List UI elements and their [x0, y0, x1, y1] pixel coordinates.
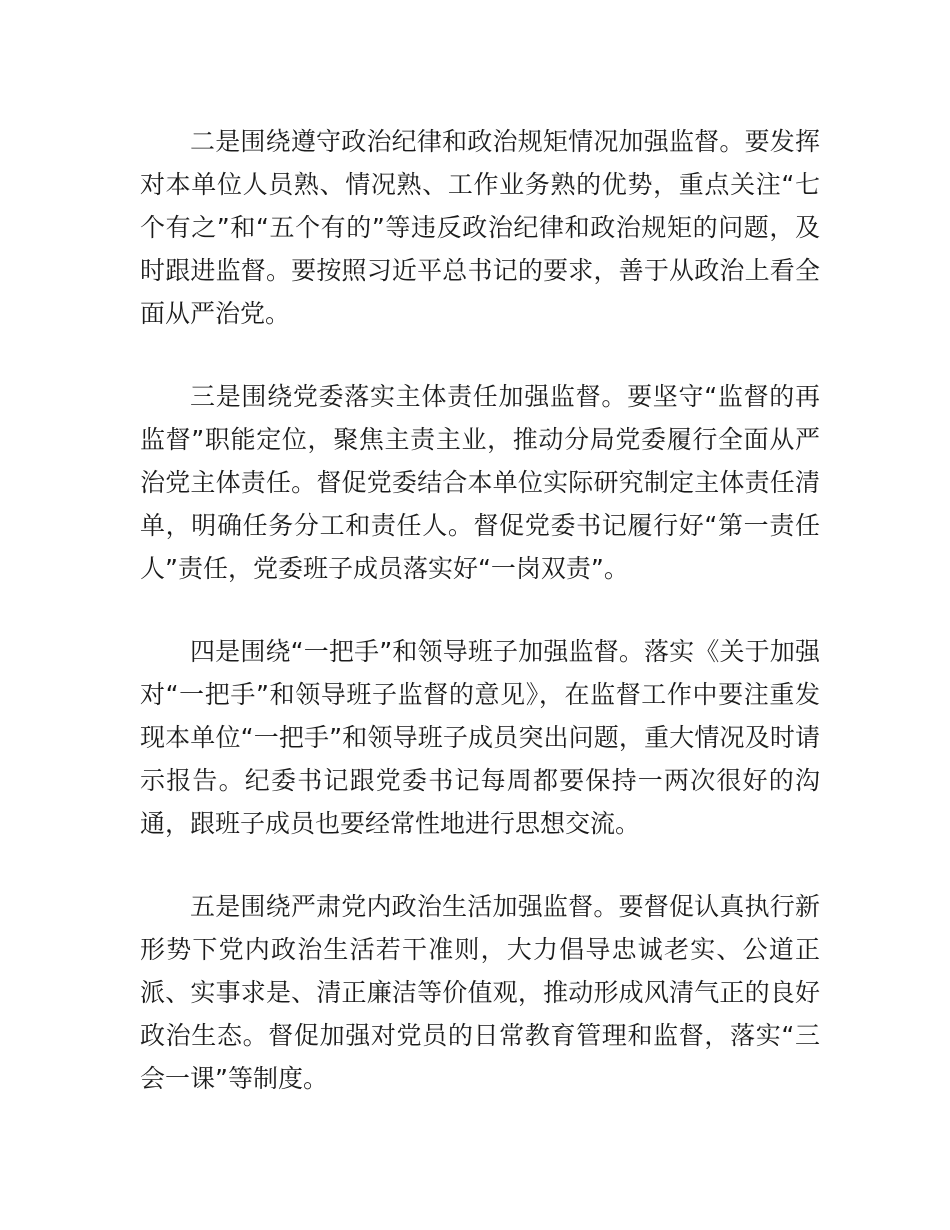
paragraph-party-committee-responsibility: 三是围绕党委落实主体责任加强监督。要坚守“监督的再监督”职能定位，聚焦主责主业，推动分局党委履行全面从严治党主体责任。督促党委结合本单位实际研究制定主体责任清单，明确任务分工和责任人。督促党委书记履行好“第一责任人”责任，党委班子成员落实好“一岗双责”。 [140, 382, 820, 583]
paragraph-top-leader-supervision: 四是围绕“一把手”和领导班子加强监督。落实《关于加强对“一把手”和领导班子监督的意见》，在监督工作中要注重发现本单位“一把手”和领导班子成员突出问题，重大情况及时请示报告。纪委书记跟党委书记每周都要保持一两次很好的沟通，跟班子成员也要经常性地进行思想交流。 [140, 637, 820, 838]
paragraph-inner-party-life: 五是围绕严肃党内政治生活加强监督。要督促认真执行新形势下党内政治生活若干准则，大力倡导忠诚老实、公道正派、实事求是、清正廉洁等价值观，推动形成风清气正的良好政治生态。督促加强对党员的日常教育管理和监督，落实“三会一课”等制度。 [140, 892, 820, 1093]
paragraph-political-discipline: 二是围绕遵守政治纪律和政治规矩情况加强监督。要发挥对本单位人员熟、情况熟、工作业务熟的优势，重点关注“七个有之”和“五个有的”等违反政治纪律和政治规矩的问题，及时跟进监督。要按照习近平总书记的要求，善于从政治上看全面从严治党。 [140, 127, 820, 328]
document-body [140, 120, 820, 1100]
